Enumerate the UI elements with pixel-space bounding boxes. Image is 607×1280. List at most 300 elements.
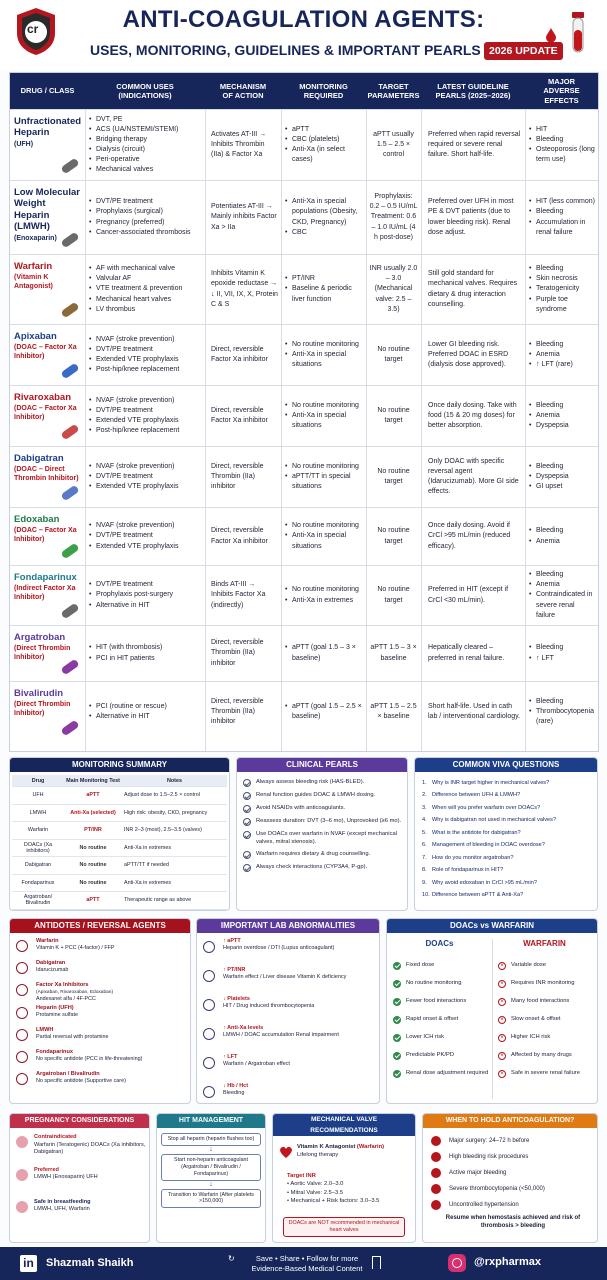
antidote-drug: Warfarin bbox=[36, 938, 59, 944]
use bbox=[88, 702, 167, 722]
pearl-cell: Only DOAC with specific reversal agent (Idarucizumab). More GI side effects. bbox=[428, 457, 519, 496]
viva-text: How do you monitor argatroban? bbox=[432, 854, 514, 861]
use-item: • DVT/PE treatment bbox=[88, 406, 179, 416]
monitor-item: • Anti-Xa in special situations bbox=[284, 411, 363, 431]
hit-step-3: Transition to Warfarin (After platelets >150,000) bbox=[161, 1189, 261, 1209]
antidote-icon bbox=[16, 1029, 28, 1041]
blood-drop-icon bbox=[545, 28, 557, 42]
drug-class: (DOAC – Factor Xa Inhibitor) bbox=[14, 527, 77, 544]
moa-cell: Direct, reversible Thrombin (IIa) inhibitor bbox=[211, 697, 264, 726]
ms-header-notes: Notes bbox=[167, 777, 182, 784]
share-icon: ↻ bbox=[228, 1254, 235, 1263]
vs-row bbox=[387, 980, 597, 995]
hold-icon bbox=[431, 1152, 441, 1162]
adverse-cell bbox=[525, 181, 598, 254]
footer-cta-line2: Evidence-Based Medical Content bbox=[251, 1264, 363, 1274]
ms-row bbox=[12, 787, 227, 805]
cross-icon: × bbox=[498, 980, 506, 988]
pearl-cell: Still gold standard for mechanical valves. Requires dietary & drug interaction counselling. bbox=[428, 270, 518, 308]
hold-text: Uncontrolled hypertension bbox=[449, 1202, 519, 1208]
adverse-item: • Bleeding bbox=[528, 643, 563, 653]
ms-row bbox=[12, 822, 227, 840]
moa-cell: Activates AT-III → Inhibits Thrombin (IIa) & Factor Xa bbox=[211, 130, 267, 159]
hold-item bbox=[431, 1136, 596, 1146]
viva-number: 6. bbox=[422, 842, 427, 849]
antidote-item bbox=[10, 938, 190, 958]
viva-number: 8. bbox=[422, 867, 427, 874]
lab-desc: Warfarin effect / Liver disease Vitamin K deficiency bbox=[223, 974, 347, 981]
ms-test: aPTT bbox=[86, 792, 100, 799]
monitor bbox=[284, 401, 363, 431]
vs-warfarin bbox=[492, 1070, 597, 1078]
adverse bbox=[528, 462, 569, 492]
antidote-sub: (Apixaban, Rivaroxaban, Edoxaban) bbox=[36, 989, 114, 995]
vs-doac-text: Predictable PK/PD bbox=[406, 1052, 455, 1058]
hold-text: High bleeding risk procedures bbox=[449, 1154, 529, 1160]
pearl-cell: Preferred over UFH in most PE & DVT patients (due to lower bleeding risk). Renal dose adjust. bbox=[428, 198, 514, 236]
target-cell: aPTT 1.5 – 2.5 × baseline bbox=[370, 702, 417, 720]
drug-name: Unfractionated Heparin bbox=[14, 116, 82, 139]
header-mechanism: MECHANISM OF ACTION bbox=[219, 81, 267, 100]
monitor bbox=[284, 585, 359, 605]
ms-notes: Anti-Xa in extremes bbox=[124, 844, 172, 851]
antidote-agent: Idarucizumab bbox=[36, 966, 69, 973]
table-row bbox=[10, 385, 598, 446]
pregnancy-text: LMWH (Enoxaparin) UFH bbox=[34, 1174, 98, 1181]
use-item: • LV thrombus bbox=[88, 305, 182, 315]
adverse bbox=[528, 197, 595, 238]
ms-drug: Warfarin bbox=[27, 827, 49, 834]
vs-doac bbox=[387, 980, 492, 988]
monitor-item: • No routine monitoring bbox=[284, 585, 359, 595]
monitor-item: • aPTT (goal 1.5 – 2.5 × baseline) bbox=[284, 702, 363, 722]
lab-desc: Warfarin / Argatroban effect bbox=[223, 1061, 290, 1068]
pregnancy-list bbox=[10, 1134, 149, 1231]
use-item: • Mechanical heart valves bbox=[88, 295, 182, 305]
adverse bbox=[528, 526, 563, 546]
pearl-cell: Hepatically cleared – preferred in renal failure. bbox=[428, 644, 505, 662]
pregnancy-item bbox=[10, 1134, 149, 1157]
header-uses: COMMON USES (INDICATIONS) bbox=[116, 81, 174, 100]
monitor-item: • CBC bbox=[284, 228, 363, 238]
antidote-item bbox=[10, 960, 190, 980]
pearl-item bbox=[243, 851, 405, 859]
page-subtitle: USES, MONITORING, GUIDELINES & IMPORTANT PEARLS bbox=[90, 42, 481, 58]
pearl-text: Reassess duration: DVT (3–6 mo), Unprovoked (≥6 mo). bbox=[256, 818, 402, 824]
drug-name: Low Molecular Weight Heparin (LMWH) bbox=[14, 187, 80, 233]
adverse-cell bbox=[525, 447, 598, 507]
valve-target-mitral: • Mitral Valve: 2.5–3.5 bbox=[287, 1189, 344, 1196]
pregnancy-icon bbox=[16, 1201, 28, 1213]
adverse-cell bbox=[525, 682, 598, 742]
author-name: Shazmah Shaikh bbox=[46, 1257, 134, 1269]
monitoring-cell bbox=[281, 626, 366, 681]
monitor-item: • Anti-Xa in extremes bbox=[284, 596, 359, 606]
antidote-item bbox=[10, 982, 190, 1003]
uses-cell bbox=[85, 566, 205, 625]
use-item: • NVAF (stroke prevention) bbox=[88, 396, 179, 406]
vs-doac-text: Fewer food interactions bbox=[406, 998, 467, 1004]
vs-doac-text: Rapid onset & offset bbox=[406, 1016, 459, 1022]
monitor bbox=[284, 274, 363, 304]
monitoring-cell bbox=[281, 682, 366, 742]
use-item: • Bridging therapy bbox=[88, 135, 178, 145]
hold-item bbox=[431, 1200, 596, 1210]
drug-cell bbox=[10, 386, 85, 446]
uses-cell bbox=[85, 447, 205, 507]
viva-number: 7. bbox=[422, 854, 427, 861]
monitor-item: • Anti-Xa (in select cases) bbox=[284, 145, 363, 165]
valve-target-aortic: • Aortic Valve: 2.0–3.0 bbox=[287, 1181, 344, 1188]
drug-class: (UFH) bbox=[14, 140, 34, 148]
viva-text: Why is INR target higher in mechanical valves? bbox=[432, 780, 550, 786]
use-item: • Extended VTE prophylaxis bbox=[88, 482, 179, 492]
hold-item bbox=[431, 1184, 596, 1194]
vs-warfarin bbox=[492, 1034, 597, 1042]
clinical-pearls-panel bbox=[236, 757, 408, 911]
hold-text: Severe thrombocytopenia (<50,000) bbox=[449, 1186, 545, 1192]
antidote-agent: Vitamin K + PCC (4-factor) / FFP bbox=[36, 944, 115, 951]
drug-icon bbox=[60, 720, 79, 737]
monitor bbox=[284, 521, 363, 551]
viva-item bbox=[422, 792, 596, 799]
uses-cell bbox=[85, 325, 205, 385]
hold-icon bbox=[431, 1168, 441, 1178]
target-cell: INR usually 2.0 – 3.0 (Mechanical valve: 2.5 – 3.5) bbox=[369, 265, 418, 313]
drug-cell bbox=[10, 626, 85, 681]
drug-icon bbox=[60, 603, 79, 620]
use-item: • Dialysis (circuit) bbox=[88, 145, 178, 155]
adverse bbox=[528, 643, 563, 663]
pearl-text: Warfarin requires dietary & drug counselling. bbox=[256, 851, 371, 858]
monitoring-cell bbox=[281, 386, 366, 446]
viva-text: When will you prefer warfarin over DOACs? bbox=[432, 804, 541, 811]
viva-number: 3. bbox=[422, 804, 427, 811]
check-circle-icon bbox=[243, 864, 251, 872]
adverse-item: • Bleeding bbox=[528, 462, 569, 472]
drug-class: (Enoxaparin) bbox=[14, 234, 57, 242]
drug-cell bbox=[10, 255, 85, 324]
adverse-cell bbox=[525, 110, 598, 180]
antidote-drug: Factor Xa Inhibitors bbox=[36, 982, 89, 988]
viva-item bbox=[422, 842, 596, 849]
use bbox=[88, 335, 179, 376]
monitor bbox=[284, 340, 363, 370]
lab-icon bbox=[203, 1028, 215, 1040]
use-item: • Post-hip/knee replacement bbox=[88, 426, 179, 436]
drug-class: (DOAC – Direct Thrombin Inhibitor) bbox=[14, 466, 79, 483]
ms-test: No routine bbox=[79, 879, 107, 886]
linkedin-icon[interactable]: in bbox=[20, 1255, 37, 1272]
drug-name: Rivaroxaban bbox=[14, 392, 72, 403]
uses-cell bbox=[85, 682, 205, 742]
vs-list bbox=[387, 962, 597, 1085]
adverse-item: • HIT bbox=[528, 125, 595, 135]
table-row bbox=[10, 254, 598, 324]
adverse-item: • Anemia bbox=[528, 537, 563, 547]
use-item: • AF with mechanical valve bbox=[88, 264, 182, 274]
moa-cell: Binds AT-III → Inhibits Factor Xa (indirectly) bbox=[211, 581, 266, 609]
adverse bbox=[528, 697, 595, 727]
ms-notes: Anti-Xa in extremes bbox=[124, 879, 172, 886]
check-circle-icon bbox=[243, 779, 251, 787]
adverse-item: • Bleeding bbox=[528, 340, 573, 350]
monitor-item: • aPTT (goal 1.5 – 3 × baseline) bbox=[284, 643, 363, 663]
hit-panel bbox=[156, 1113, 266, 1243]
monitor-item: • PT/INR bbox=[284, 274, 363, 284]
pearl-item bbox=[243, 805, 405, 813]
target-cell: aPTT usually 1.5 – 2.5 × control bbox=[373, 130, 414, 159]
pearl-text: Avoid NSAIDs with anticoagulants. bbox=[256, 805, 346, 811]
viva-list bbox=[422, 780, 596, 905]
lab-test: ↓ Hb / Hct bbox=[223, 1083, 249, 1089]
hold-resume: Resume when hemostasis achieved and risk of thrombosis > bleeding bbox=[445, 1215, 581, 1230]
hold-item bbox=[431, 1168, 596, 1178]
blood-tube-icon bbox=[566, 10, 590, 56]
adverse-item: • Bleeding bbox=[528, 207, 595, 217]
adverse-cell bbox=[525, 566, 598, 625]
hold-icon bbox=[431, 1200, 441, 1210]
moa-cell: Direct, reversible Thrombin (IIa) inhibitor bbox=[211, 462, 264, 491]
heart-valve-icon bbox=[279, 1145, 293, 1159]
moa-cell: Potentiates AT-III → Mainly inhibits Factor Xa > IIa bbox=[211, 203, 277, 231]
doac-vs-warfarin-panel bbox=[386, 918, 598, 1104]
vs-warfarin-text: Variable dose bbox=[511, 962, 547, 968]
viva-item bbox=[422, 867, 596, 874]
adverse-item: • Bleeding bbox=[528, 135, 595, 145]
monitor-item: • aPTT/TT in special situations bbox=[284, 472, 363, 492]
use bbox=[88, 643, 162, 663]
valve-agent-note: Lifelong therapy bbox=[297, 1151, 339, 1158]
vs-doac bbox=[387, 962, 492, 970]
drug-name: Bivalirudin bbox=[14, 688, 64, 699]
drug-cell bbox=[10, 682, 85, 742]
use bbox=[88, 197, 191, 238]
target-cell: No routine target bbox=[377, 527, 410, 545]
monitoring-cell bbox=[281, 566, 366, 625]
target-cell: No routine target bbox=[377, 406, 410, 424]
bookmark-icon[interactable] bbox=[372, 1256, 381, 1269]
pearl-item bbox=[243, 792, 405, 800]
drug-icon bbox=[60, 363, 79, 380]
clinical-pearls-title: CLINICAL PEARLS bbox=[237, 758, 407, 772]
pearl-text: Always check interactions (CYP3A4, P-gp). bbox=[256, 864, 368, 871]
adverse-cell bbox=[525, 386, 598, 446]
use-item: • DVT/PE treatment bbox=[88, 472, 179, 482]
ms-header-row bbox=[12, 775, 227, 787]
ms-drug: UFH bbox=[32, 792, 44, 799]
ms-drug: LMWH bbox=[29, 809, 47, 816]
lab-item bbox=[197, 938, 379, 966]
adverse-item: • ↑ LFT bbox=[528, 654, 563, 664]
vs-warfarin-text: Higher ICH risk bbox=[511, 1034, 551, 1040]
monitoring-cell bbox=[281, 110, 366, 180]
adverse-item: • Anemia bbox=[528, 350, 573, 360]
adverse-cell bbox=[525, 255, 598, 324]
viva-item bbox=[422, 892, 596, 899]
use-item: • DVT/PE treatment bbox=[88, 580, 173, 590]
moa-cell: Direct, reversible Factor Xa inhibitor bbox=[211, 527, 268, 545]
adverse-item: • Dyspepsia bbox=[528, 472, 569, 482]
vs-row bbox=[387, 1016, 597, 1031]
hit-step-2: Start non-heparin anticoagulant (Argatroban / Bivalirudin / Fondaparinux) bbox=[161, 1154, 261, 1181]
viva-text: Why is dabigatran not used in mechanical valves? bbox=[432, 817, 557, 824]
adverse bbox=[528, 264, 595, 315]
drug-name: Edoxaban bbox=[14, 514, 60, 525]
vs-warfarin bbox=[492, 980, 597, 988]
monitor bbox=[284, 702, 363, 722]
antidote-drug: Argatroban / Bivalirudin bbox=[36, 1070, 100, 1077]
adverse-item: • Bleeding bbox=[528, 526, 563, 536]
adverse-item: • GI upset bbox=[528, 482, 569, 492]
drug-table bbox=[9, 72, 599, 752]
adverse-item: • Thrombocytopenia (rare) bbox=[528, 707, 595, 727]
vs-doac-text: Lower ICH risk bbox=[406, 1034, 445, 1040]
vs-doac-text: Fixed dose bbox=[406, 962, 435, 968]
viva-text: Role of fondaparinux in HIT? bbox=[432, 867, 504, 874]
lab-test: ↑ Anti-Xa levels bbox=[223, 1025, 264, 1031]
check-icon bbox=[393, 962, 401, 970]
hold-text: Active major bleeding bbox=[449, 1170, 507, 1176]
moa-cell: Direct, reversible Thrombin (IIa) inhibitor bbox=[211, 639, 264, 667]
table-row bbox=[10, 446, 598, 507]
pearl-item bbox=[243, 831, 405, 846]
vs-warfarin bbox=[492, 962, 597, 970]
drug-class: (DOAC – Factor Xa Inhibitor) bbox=[14, 405, 77, 422]
use-item: • Alternative in HIT bbox=[88, 712, 167, 722]
hit-flow bbox=[157, 1133, 265, 1208]
lab-test: ↓ Platelets bbox=[223, 996, 250, 1002]
moa-cell: Inhibits Vitamin K epoxide reductase → ↓ II, VII, IX, X, Protein C & S bbox=[211, 270, 278, 308]
drug-cell bbox=[10, 447, 85, 507]
use-item: • NVAF (stroke prevention) bbox=[88, 335, 179, 345]
check-icon bbox=[393, 998, 401, 1006]
drug-class: (DOAC – Factor Xa Inhibitor) bbox=[14, 344, 77, 361]
valve-targets bbox=[287, 1172, 413, 1206]
lab-test: ↑ PT/INR bbox=[223, 967, 246, 973]
drug-icon bbox=[60, 302, 79, 319]
labs-title: IMPORTANT LAB ABNORMALITIES bbox=[197, 919, 379, 933]
pregnancy-head: Contraindicated bbox=[34, 1134, 77, 1140]
check-icon bbox=[393, 1070, 401, 1078]
monitor-item: • Anti-Xa in special populations (Obesity, CKD, Pregnancy) bbox=[284, 197, 363, 227]
adverse-item: • Accumulation in renal failure bbox=[528, 218, 595, 238]
antidote-icon bbox=[16, 984, 28, 996]
target-cell: aPTT 1.5 – 3 × baseline bbox=[370, 644, 417, 662]
use-item: • Pregnancy (preferred) bbox=[88, 218, 191, 228]
pearl-item bbox=[243, 864, 405, 872]
use-item: • Extended VTE prophylaxis bbox=[88, 416, 179, 426]
lab-icon bbox=[203, 970, 215, 982]
ms-drug: Argatroban/ Bivalirudin bbox=[23, 894, 53, 907]
down-arrow-icon: ↓ bbox=[209, 1180, 213, 1188]
adverse-item: • Bleeding bbox=[528, 401, 569, 411]
viva-panel bbox=[414, 757, 598, 911]
uses-cell bbox=[85, 181, 205, 254]
uses-cell bbox=[85, 255, 205, 324]
antidotes-panel bbox=[9, 918, 191, 1104]
pearl-cell: Once daily dosing. Avoid if CrCl >95 mL/min (reduced efficacy). bbox=[428, 522, 511, 550]
vs-warfarin-text: Requires INR monitoring bbox=[511, 980, 575, 986]
check-circle-icon bbox=[243, 792, 251, 800]
use-item: • PCI (routine or rescue) bbox=[88, 702, 167, 712]
antidote-item bbox=[10, 1005, 190, 1025]
valve-agent-label: Vitamin K Antagonist bbox=[297, 1144, 356, 1150]
viva-number: 1. bbox=[422, 780, 427, 786]
page-title: ANTI-COAGULATION AGENTS: bbox=[122, 6, 485, 33]
use-item: • Alternative in HIT bbox=[88, 601, 173, 611]
vs-warfarin bbox=[492, 1052, 597, 1060]
footer-cta bbox=[248, 1254, 366, 1274]
monitoring-summary-panel bbox=[9, 757, 230, 911]
use bbox=[88, 521, 179, 551]
vs-row bbox=[387, 962, 597, 977]
vs-doac bbox=[387, 998, 492, 1006]
antidote-item bbox=[10, 1027, 190, 1047]
check-circle-icon bbox=[243, 818, 251, 826]
uses-cell bbox=[85, 508, 205, 565]
ms-test: PT/INR bbox=[84, 827, 102, 834]
antidote-icon bbox=[16, 962, 28, 974]
footer-cta-line1: Save • Share • Follow for more bbox=[255, 1254, 359, 1263]
lab-desc: LMWH / DOAC accumulation Renal impairment bbox=[223, 1032, 339, 1039]
pregnancy-title: PREGNANCY CONSIDERATIONS bbox=[10, 1114, 149, 1128]
drug-cell bbox=[10, 181, 85, 254]
use-item: • Cancer-associated thrombosis bbox=[88, 228, 191, 238]
labs-panel bbox=[196, 918, 380, 1104]
adverse bbox=[528, 570, 595, 621]
header-monitoring: MONITORING REQUIRED bbox=[299, 81, 348, 100]
adverse-item: • Teratogenicity bbox=[528, 284, 595, 294]
moa-cell: Direct, reversible Factor Xa inhibitor bbox=[211, 345, 268, 363]
lab-desc: Heparin overdose / DTI (Lupus anticoagulant) bbox=[223, 945, 335, 952]
target-cell: Prophylaxis: 0.2 – 0.5 IU/mL Treatment: 0.6 – 1.0 IU/mL (4 h post-dose) bbox=[369, 193, 418, 241]
vs-head-warfarin: WARFARIN bbox=[523, 939, 566, 948]
valve-agent-name: (Warfarin) bbox=[356, 1144, 385, 1150]
drug-name: Dabigatran bbox=[14, 453, 64, 464]
use-item: • ACS (UA/NSTEMI/STEMI) bbox=[88, 125, 178, 135]
vs-warfarin-text: Safe in severe renal failure bbox=[511, 1070, 580, 1076]
ms-drug: Dabigatran bbox=[24, 862, 52, 869]
antidote-item bbox=[10, 1049, 190, 1069]
adverse-item: • HIT (less common) bbox=[528, 197, 595, 207]
drug-cell bbox=[10, 325, 85, 385]
viva-number: 9. bbox=[422, 879, 427, 886]
hold-icon bbox=[431, 1184, 441, 1194]
use bbox=[88, 580, 173, 610]
vs-doac bbox=[387, 1070, 492, 1078]
vs-doac bbox=[387, 1052, 492, 1060]
instagram-icon[interactable] bbox=[448, 1254, 466, 1272]
adverse-item: • Anemia bbox=[528, 580, 595, 590]
vs-title: DOACs vs WARFARIN bbox=[387, 919, 597, 933]
adverse-item: • Bleeding bbox=[528, 264, 595, 274]
use-item: • DVT/PE treatment bbox=[88, 197, 191, 207]
drug-cell bbox=[10, 566, 85, 625]
hit-title: HIT MANAGEMENT bbox=[157, 1114, 265, 1128]
lab-item bbox=[197, 967, 379, 995]
table-row bbox=[10, 681, 598, 742]
ms-test: No routine bbox=[79, 844, 107, 851]
adverse-item: • Contraindicated in severe renal failure bbox=[528, 590, 595, 620]
drug-cell bbox=[10, 508, 85, 565]
monitor bbox=[284, 643, 363, 663]
ms-notes: INR 2–3 (most), 2.5–3.5 (valves) bbox=[124, 827, 202, 834]
lab-test: ↑ aPTT bbox=[223, 938, 241, 944]
table-row bbox=[10, 625, 598, 681]
ms-test: aPTT bbox=[86, 897, 100, 904]
drug-class: (Vitamin K Antagonist) bbox=[14, 274, 53, 291]
